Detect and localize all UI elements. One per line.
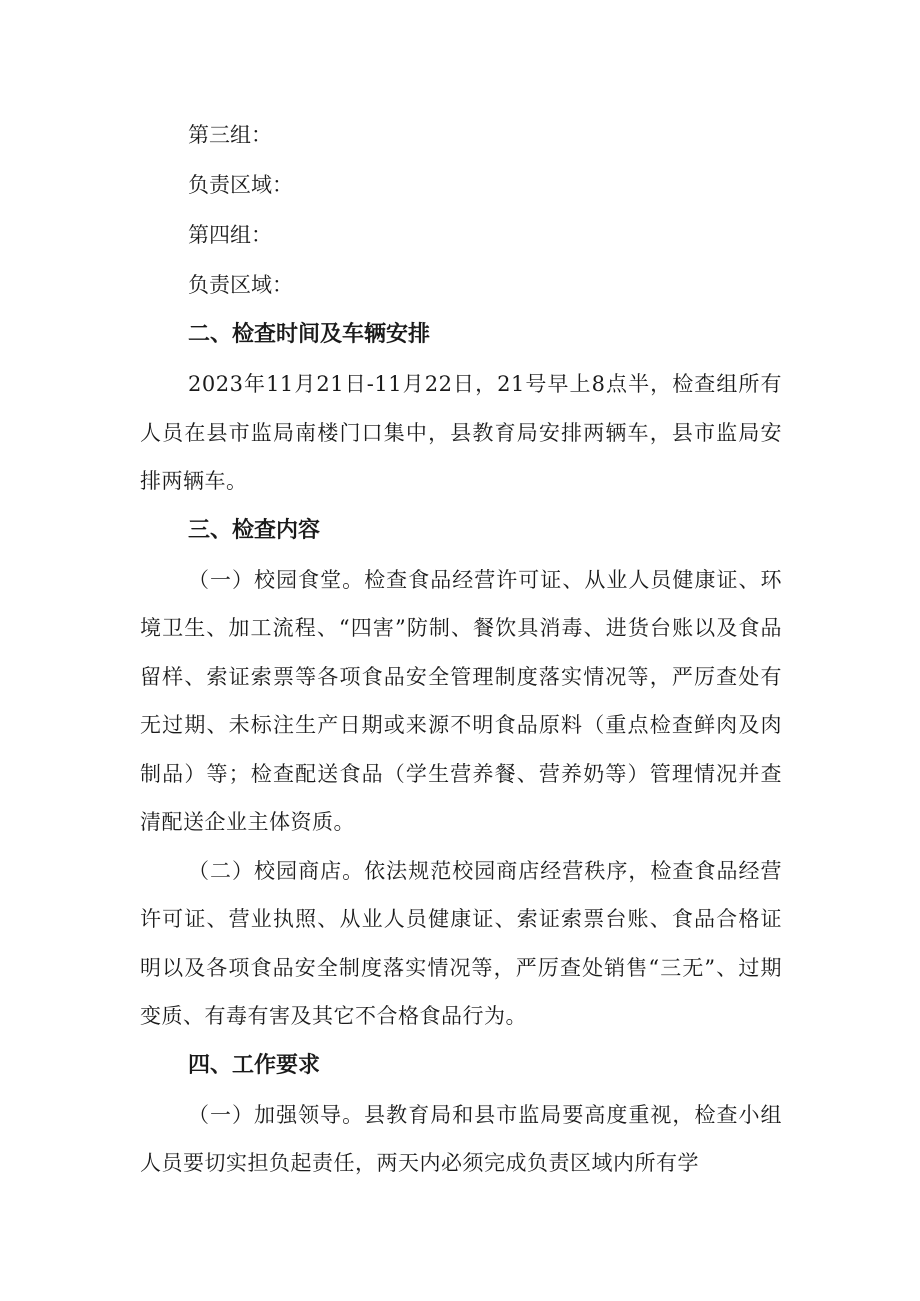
group-4-label: 第四组： — [188, 223, 272, 247]
section-2-heading: 二、检查时间及车辆安排 — [188, 322, 431, 347]
section-4-paragraph-1: （一）加强领导。县教育局和县市监局要高度重视，检查小组人员要切实担负起责任，两天内必须完成负责区域内所有学 — [140, 1102, 782, 1175]
document-page — [140, 110, 782, 1188]
section-4-heading: 四、工作要求 — [188, 1052, 321, 1078]
group-3-area-label: 负责区域： — [188, 173, 293, 197]
section-3-paragraph-1: （一）校园食堂。检查食品经营许可证、从业人员健康证、环境卫生、加工流程、“四害”防制、餐饮具消毒、进货台账以及食品留样、索证索票等各项食品安全管理制度落实情况等，严厉查处有无过期、未标注生产日期或来源不明食品原料（重点检查鲜肉及肉制品）等；检查配送食品（学生营养餐、营养奶等）管理情况并查清配送企业主体资质。 — [140, 567, 782, 834]
group-3-label: 第三组： — [188, 123, 272, 147]
section-2-paragraph: 2023年11月21日-11月22日，21号早上8点半，检查组所有人员在县市监局南楼门口集中，县教育局安排两辆车，县市监局安排两辆车。 — [140, 372, 782, 493]
group-4-area-label: 负责区域： — [188, 273, 293, 297]
section-3-heading: 三、检查内容 — [188, 517, 321, 543]
section-3-paragraph-2: （二）校园商店。依法规范校园商店经营秩序，检查食品经营许可证、营业执照、从业人员健康证、索证索票台账、食品合格证明以及各项食品安全制度落实情况等，严厉查处销售“三无”、过期变质、有毒有害及其它不合格食品行为。 — [140, 858, 782, 1028]
